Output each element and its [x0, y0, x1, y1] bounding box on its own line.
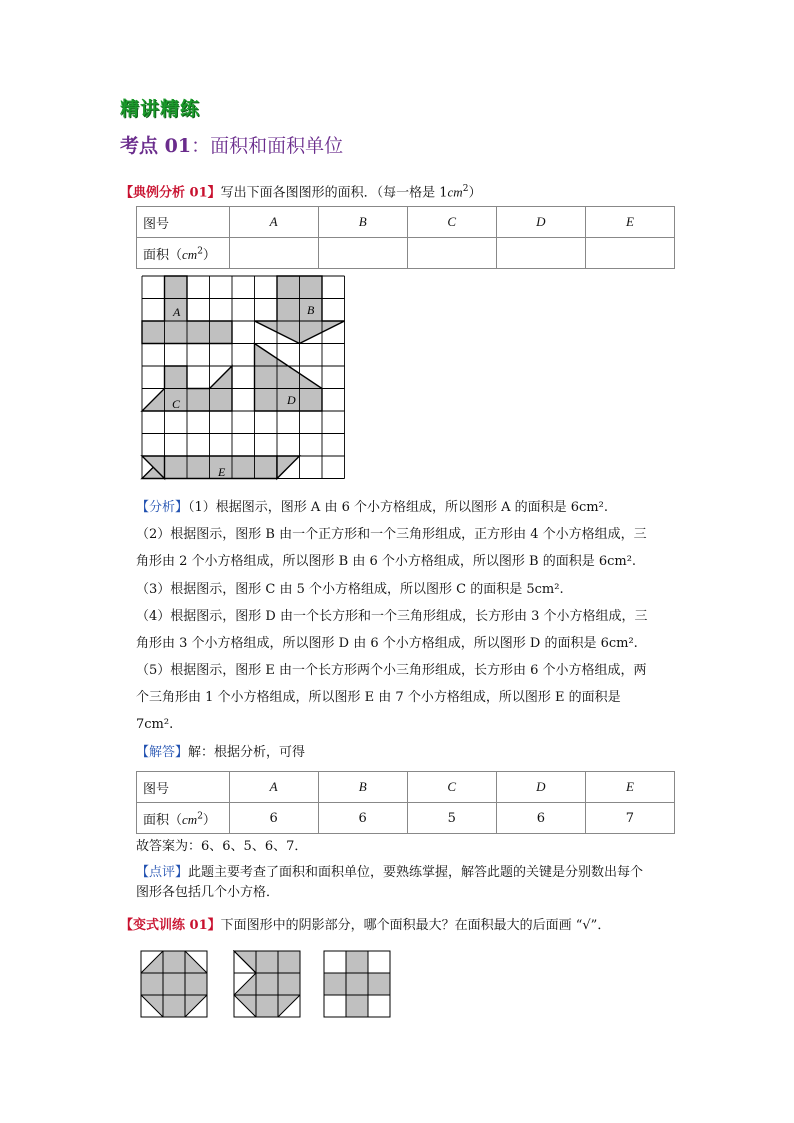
example-sq: 2 [462, 184, 469, 194]
topic-sep: ： [191, 135, 211, 157]
col-e: E [585, 207, 674, 238]
exercise-figure-1 [140, 950, 210, 1020]
answer-line: 【解答】解：根据分析，可得 [136, 745, 306, 760]
answer-cell-d[interactable] [496, 238, 585, 269]
topic-prefix: 考点 01 [120, 135, 192, 157]
answer-cell-e[interactable] [585, 238, 674, 269]
analysis-line-6: 角形由 3 个小方格组成，所以图形 D 由 6 个小方格组成，所以图形 D 的面积是 6cm². [136, 636, 638, 651]
analysis-line-3: 角形由 2 个小方格组成，所以图形 B 由 6 个小方格组成，所以图形 B 的面积是 6cm². [136, 554, 637, 569]
label-e: E [218, 465, 226, 479]
topic-title: 面积和面积单位 [210, 135, 344, 157]
analysis-line-1: 【分析】（1）根据图示，图形 A 由 6 个小方格组成，所以图形 A 的面积是 6cm². [136, 500, 608, 515]
value-e: 7 [585, 803, 674, 834]
value-a: 6 [229, 803, 318, 834]
analysis-line-7: （5）根据图示，图形 E 由一个长方形两个小三角形组成，长方形由 6 个小方格组成，两 [136, 663, 647, 678]
comment-tag: 【点评】 [136, 865, 189, 880]
analysis-line-5: （4）根据图示，图形 D 由一个长方形和一个三角形组成，长方形由 3 个小方格组成，三 [136, 609, 648, 624]
col-b: B [318, 207, 407, 238]
label-a: A [173, 305, 181, 319]
exercise-figure-2 [233, 950, 303, 1020]
table-row [137, 207, 675, 238]
final-answer: 故答案为：6、6、5、6、7． [136, 839, 308, 854]
analysis-line-4: （3）根据图示，图形 C 由 5 个小方格组成，所以图形 C 的面积是 5cm². [136, 582, 564, 597]
exercise-figure-3 [323, 950, 393, 1020]
col-c: C [407, 207, 496, 238]
example-text: 写出下面各图图形的面积．（每一格是 1 [220, 185, 448, 201]
table-row: 图号 A B C D E [137, 772, 675, 803]
label-c: C [172, 397, 181, 411]
value-d: 6 [496, 803, 585, 834]
analysis-line-8: 个三角形由 1 个小方格组成，所以图形 E 由 7 个小方格组成，所以图形 E 的面积是 [136, 690, 621, 705]
value-c: 5 [407, 803, 496, 834]
row-label: 面积$(cm^2)$ [137, 238, 230, 269]
answer-tag: 【解答】 [136, 745, 189, 760]
shape-grid-figure [140, 275, 350, 487]
exercise-question: 【变式训练 01】下面图形中的阴影部分，哪个面积最大？在面积最大的后面画 “√”． [120, 918, 611, 933]
example-close: ） [468, 185, 482, 201]
section-banner: 精讲精练 [120, 98, 201, 120]
analysis-line-2: （2）根据图示，图形 B 由一个正方形和一个三角形组成，正方形由 4 个小方格组成，三 [136, 527, 647, 542]
topic-heading [120, 131, 343, 158]
answer-cell-c[interactable] [407, 238, 496, 269]
example-tag: 【典例分析 01】 [120, 185, 221, 201]
header-label: 图号 [137, 207, 230, 238]
exercise-tag: 【变式训练 01】 [120, 918, 221, 933]
col-a: A [229, 207, 318, 238]
value-b: 6 [318, 803, 407, 834]
answer-cell-a[interactable] [229, 238, 318, 269]
table-row: 面积$(cm^2)$ 6 6 5 6 7 [137, 803, 675, 834]
area-table-answer [136, 771, 675, 834]
label-d: D [287, 393, 296, 407]
analysis-line-9: 7cm². [136, 717, 174, 732]
area-table-empty [136, 206, 675, 269]
example-unit: cm [447, 184, 463, 200]
label-b: B [307, 303, 315, 317]
example-question [120, 179, 481, 203]
shape-e-right [277, 456, 300, 479]
comment-line-1: 【点评】此题主要考查了面积和面积单位，要熟练掌握，解答此题的关键是分别数出每个 [136, 865, 644, 880]
analysis-tag: 【分析】 [136, 500, 189, 515]
comment-line-2: 图形各包括几个小方格． [136, 885, 280, 900]
table-row [137, 238, 675, 269]
col-d: D [496, 207, 585, 238]
answer-cell-b[interactable] [318, 238, 407, 269]
